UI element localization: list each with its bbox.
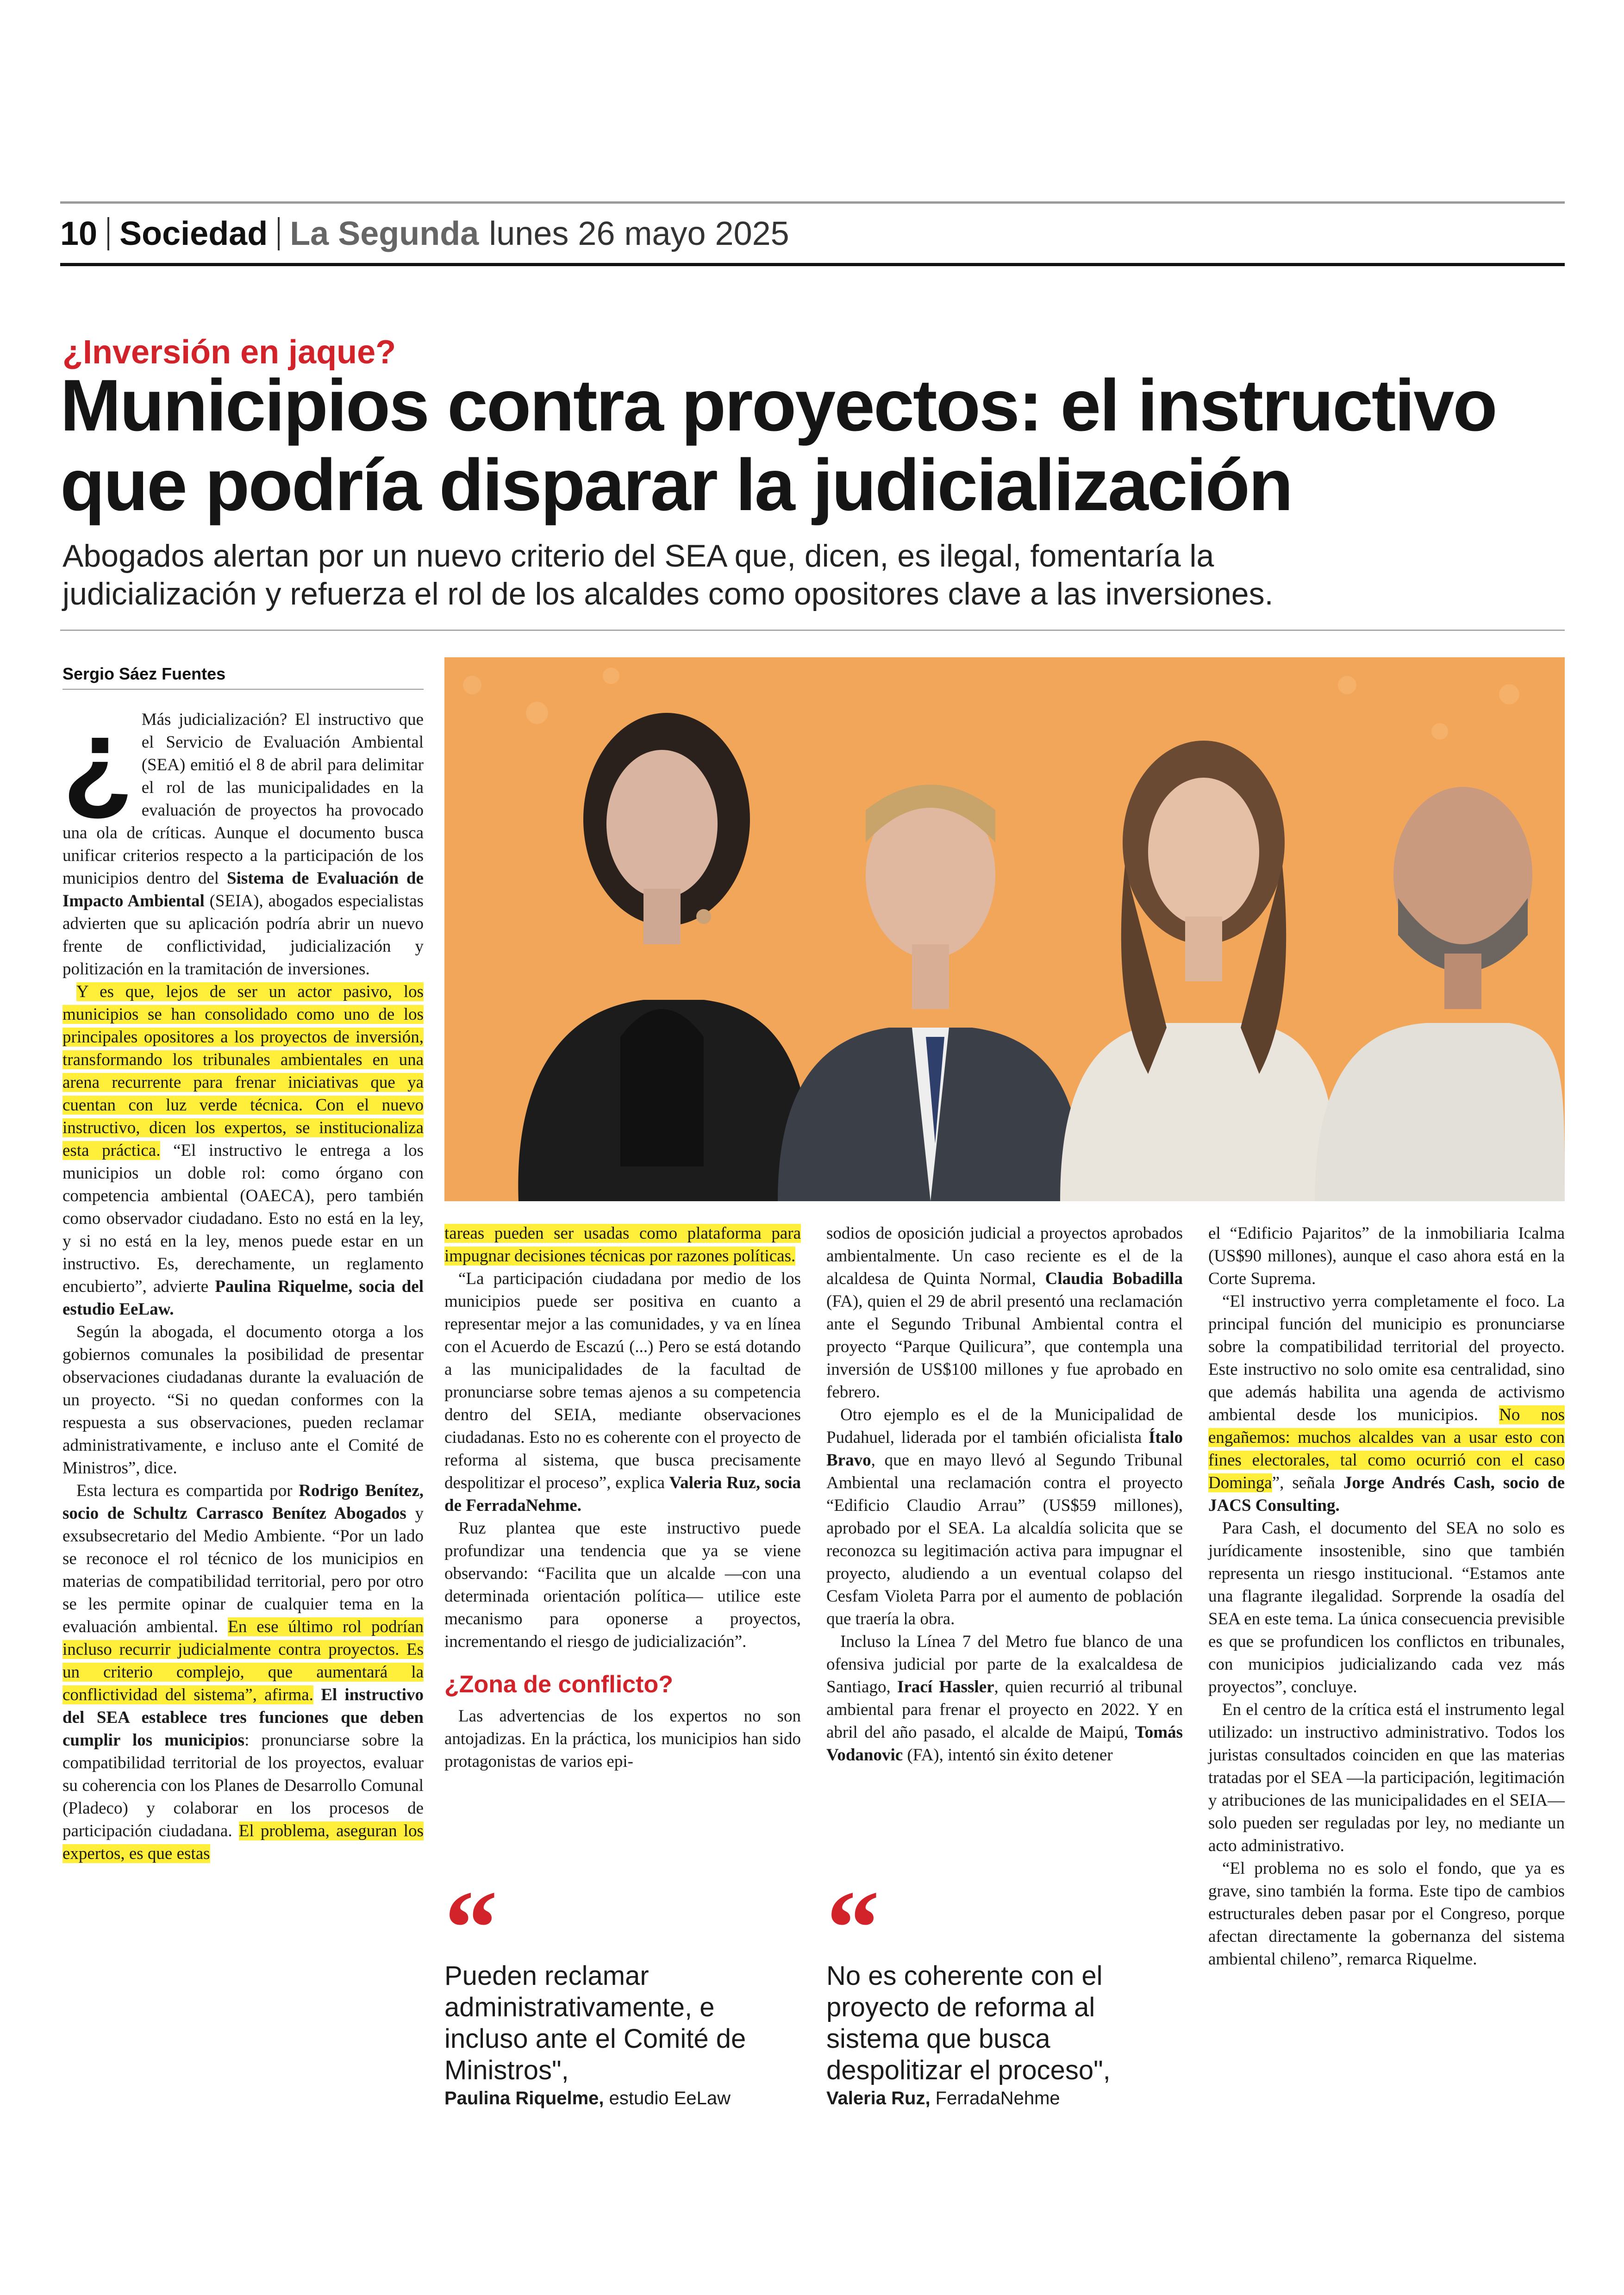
headline [60,366,1565,525]
text-run: (FA), intentó sin éxito detener [903,1746,1113,1765]
paragraph: el “Edificio Pajaritos” de la inmobiliaria Icalma (US$90 millones), aunque el caso ahora está en la Corte Suprema. [1208,1224,1565,1288]
highlighted-text: Y es que, lejos de ser un actor pasivo, los municipios se han consolidado como uno de los principales opositores a los proyectos de inversión, transformando los tribunales ambientales en una arena recurrente para frenar iniciativas que ya cuentan con luz verde técnica. Con el nuevo instructivo, dicen los expertos, se institucionaliza esta práctica. [62,982,424,1160]
highlighted-text: tareas pueden ser usadas como plataforma para impugnar decisiones técnicas por razones políticas. [444,1224,801,1266]
photo-illustration [444,657,1565,1201]
text-run-bold: Sistema de Evaluación de Impacto Ambiental [62,869,424,911]
publication-name: La Segunda [290,215,479,252]
pull-quote-attribution [826,2087,1183,2109]
pull-quote-name: Paulina Riquelme, [444,2088,604,2108]
kicker: ¿Inversión en jaque? [62,334,396,371]
paragraph [62,1479,424,1865]
paragraph: Para Cash, el documento del SEA no solo es jurídicamente insostenible, sino que también representa un riesgo institucional. “Estamos ante una flagrante ilegalidad. Sorprende la osadía del SEA en este tema. La única consecuencia previsible es que se profundicen los conflictos en tribunales, con municipios judicializando cada vez más proyectos”, concluye. [1208,1519,1565,1696]
text-run: ”, señala [1272,1473,1343,1492]
paragraph [62,980,424,1321]
paragraph: Según la abogada, el documento otorga a los gobiernos comunales la posibilidad de presentar observaciones ciudadanas durante la evaluación de un proyecto. “Si no quedan conformes con la respuesta a sus observaciones, pueden reclamar administrativamente, e incluso ante el Comité de Ministros”, dice. [62,1322,424,1478]
column-2 [444,1222,801,1773]
column-3 [826,1222,1183,1766]
quote-mark-icon: “ [826,1889,880,1951]
text-run-bold: Paulina Riquelme, socia del estudio EeLaw. [62,1277,424,1319]
page-header [60,211,1565,257]
column-4 [1208,1222,1565,1971]
pull-quote-name: Valeria Ruz, [826,2088,931,2108]
text-run: “El instructivo yerra completamente el foco. La principal función del municipio es pronunciarse sobre la compatibilidad territorial del proyecto. Este instructivo no solo omite esa centralidad, sino que además habilita una agenda de activismo ambiental desde los municipios. [1208,1292,1565,1424]
pull-quote-affiliation: estudio EeLaw [604,2088,731,2108]
issue-date: lunes 26 mayo 2025 [489,215,789,252]
text-run-bold: Jorge Andrés Cash, socio de JACS Consulting. [1208,1473,1565,1515]
text-run: Esta lectura es compartida por [76,1481,299,1500]
paragraph [826,1403,1183,1630]
paragraph [826,1222,1183,1403]
text-run-bold: Ítalo Bravo [826,1428,1183,1470]
pull-quote-text: No es coherente con el proyecto de reforma al sistema que busca despolitizar el proceso", [826,1961,1111,2085]
headline-line-1: Municipios contra proyectos: el instructivo [60,365,1496,446]
section-name: Sociedad [119,215,268,252]
pull-quote [826,1889,1183,2109]
text-run-bold: Claudia Bobadilla [1045,1269,1183,1288]
text-run: Más judicialización? El instructivo que el Servicio de Evaluación Ambiental (SEA) emitió el 8 de abril para delimitar el rol de las municipalidades en la evaluación de proyectos ha provocado una ola de críticas. Aunque el documento busca unificar criterios respecto a la participación de los municipios dentro del [62,710,424,888]
highlighted-text: No nos engañemos: muchos alcaldes van a usar esto con fines electorales, tal como ocurrió con el caso Dominga [1208,1405,1565,1492]
pull-quote-text: Pueden reclamar administrativamente, e incluso ante el Comité de Ministros", [444,1961,746,2085]
subhead: ¿Zona de conflicto? [444,1671,673,1698]
paragraph [444,1222,801,1267]
paragraph: En el centro de la crítica está el instrumento legal utilizado: un instructivo administrativo. Todos los juristas consultados coinciden en que las materias tratadas por el SEA —la participación, legitimación y atribuciones de las municipalidades en el SEIA— solo pueden ser reguladas por ley, no mediante un acto administrativo. [1208,1700,1565,1855]
pull-quote [444,1889,801,2109]
headline-line-2: que podría disparar la judicialización [60,444,1292,526]
deck-line-1: Abogados alertan por un nuevo criterio del SEA que, dicen, es ilegal, fomentaría la [62,538,1214,574]
text-run-bold: Valeria Ruz, socia de FerradaNehme. [444,1473,801,1515]
byline: Sergio Sáez Fuentes [62,664,226,683]
quote-mark-icon: “ [444,1889,498,1951]
text-run-bold: Rodrigo Benítez, socio de Schultz Carrasco Benítez Abogados [62,1481,424,1523]
text-run-bold: El instructivo del SEA establece tres funciones que deben cumplir los municipios [62,1685,424,1750]
lead-photo [444,657,1565,1201]
byline-rule [62,689,424,690]
header-top-rule [60,201,1565,204]
paragraph: Ruz plantea que este instructivo puede profundizar una tendencia que ya se viene observando: “Facilita que un alcalde —con una determinada orientación política— utilice este mecanismo para oponerse a proyectos, incrementando el riesgo de judicialización”. [444,1519,801,1651]
paragraph [444,1267,801,1517]
text-run: , quien recurrió al tribunal ambiental para frenar el proyecto en 2022. Y en abril del año pasado, el alcalde de Maipú, [826,1678,1183,1742]
highlighted-text: En ese último rol podrían incluso recurrir judicialmente contra proyectos. Es un criterio complejo, que aumentará la conflictividad del sistema”, afirma. [62,1617,424,1704]
dropcap: ¿ [62,694,133,823]
text-run-bold: Tomás Vodanovic [826,1723,1183,1765]
text-run: , que en mayo llevó al Segundo Tribunal Ambiental una reclamación contra el proyecto “Edificio Claudio Arrau” (US$59 millones), aprobado por el SEA. La alcaldía solicita que se reconozca su legitimación activa para impugnar el proyecto, aludiendo a un eventual colapso del Cesfam Violeta Parra por el aumento de población que traería la obra. [826,1451,1183,1628]
deck-rule [60,630,1565,631]
pull-quote-attribution [444,2087,801,2109]
header-divider [278,217,280,250]
deck-line-2: judicialización y refuerza el rol de los alcaldes como opositores clave a las inversiones. [62,576,1274,611]
highlighted-text: El problema, aseguran los expertos, es que estas [62,1821,424,1863]
page-number: 10 [60,215,98,252]
text-run: y exsubsecretario del Medio Ambiente. “Por un lado se reconoce el rol técnico de los municipios en materias de compatibilidad territorial, pero por otro se les permite opinar de cualquier tema en la evaluación ambiental. [62,1504,424,1636]
header-divider [107,217,109,250]
column-1 [62,694,424,1865]
deck [62,537,1567,613]
text-run: “El instructivo le entrega a los municipios un doble rol: como órgano con competencia ambiental (OAECA), pero también como observador ciudadano. Esto no está en la ley, y si no está en la ley, menos puede estar en un instructivo. Es, derechamente, un reglamento encubierto”, advierte [62,1141,424,1296]
paragraph [1208,1290,1565,1517]
paragraph: “El problema no es solo el fondo, que ya es grave, sino también la forma. Este tipo de cambios estructurales deben pasar por el Congreso, porque afectan directamente la gobernanza del sistema ambiental chileno”, remarca Riquelme. [1208,1859,1565,1969]
text-run: (SEIA), abogados especialistas advierten que su aplicación podría abrir un nuevo frente de conflictividad, judicialización y politización en la tramitación de inversiones. [62,892,424,979]
text-run: “La participación ciudadana por medio de los municipios puede ser positiva en cuanto a representar mejor a las comunidades, y va en línea con el Acuerdo de Escazú (...) Pero se está dotando a las municipalidades de la facultad de pronunciarse sobre temas ajenos a su competencia dentro del SEIA, mediante observaciones ciudadanas. Esto no es coherente con el proyecto de reforma al sistema, que busca precisamente despolitizar el proceso”, explica [444,1269,801,1492]
text-run: sodios de oposición judicial a proyectos aprobados ambientalmente. Un caso reciente es el de la alcaldesa de Quinta Normal, [826,1224,1183,1288]
text-run [313,1685,321,1704]
text-run: (FA), quien el 29 de abril presentó una reclamación ante el Segundo Tribunal Ambiental contra el proyecto “Parque Quilicura”, que contempla una inversión de US$100 millones y fue aprobado en febrero. [826,1292,1183,1402]
text-run: : pronunciarse sobre la compatibilidad territorial de los proyectos, evaluar su coherencia con los Planes de Desarrollo Comunal (Pladeco) y colaborar en los procesos de participación ciudadana. [62,1731,424,1840]
text-run-bold: Irací Hassler [897,1678,994,1696]
paragraph [826,1630,1183,1766]
text-run: Incluso la Línea 7 del Metro fue blanco de una ofensiva judicial por parte de la exalcaldesa de Santiago, [826,1632,1183,1696]
pull-quote-affiliation: FerradaNehme [930,2088,1060,2108]
header-bottom-rule [60,263,1565,266]
paragraph: Las advertencias de los expertos no son antojadizas. En la práctica, los municipios han sido protagonistas de varios epi- [444,1707,801,1771]
text-run: Otro ejemplo es el de la Municipalidad de Pudahuel, liderada por el también oficialista [826,1405,1183,1447]
